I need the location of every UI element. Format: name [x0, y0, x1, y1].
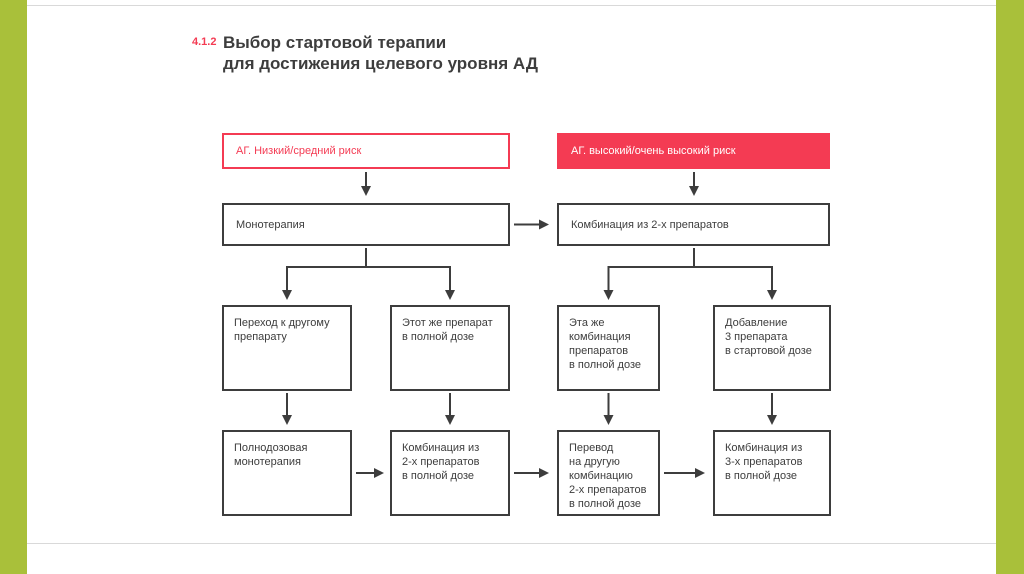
- flow-box-combo2-full: [390, 430, 510, 516]
- flow-box-switch-combo2-full-label: Перевод на другую комбинацию 2-х препаратов в полной дозе: [569, 442, 647, 510]
- slide-bottom-edge: [27, 543, 996, 544]
- section-number: 4.1.2: [192, 36, 217, 48]
- flow-box-full-dose-mono: [222, 430, 352, 516]
- flow-box-add-third: [713, 305, 831, 391]
- flow-box-add-third-label: Добавление 3 препарата в стартовой дозе: [725, 317, 812, 357]
- flow-box-risk-high: [557, 133, 830, 169]
- left-green-accent-bar: [0, 0, 27, 574]
- slide-top-edge: [27, 5, 996, 6]
- flow-box-combination2-label: Комбинация из 2-х препаратов: [571, 218, 729, 231]
- flow-box-switch-drug: [222, 305, 352, 391]
- flow-box-same-drug-full: [390, 305, 510, 391]
- flow-box-monotherapy: [222, 203, 510, 246]
- flow-box-combination2: [557, 203, 830, 246]
- flow-box-combo3-full-label: Комбинация из 3-х препаратов в полной дозе: [725, 442, 803, 482]
- flow-box-same-drug-full-label: Этот же препарат в полной дозе: [402, 317, 493, 343]
- flow-box-risk-high-label: АГ. высокий/очень высокий риск: [571, 145, 736, 157]
- flow-box-combo2-full-label: Комбинация из 2-х препаратов в полной дозе: [402, 442, 480, 482]
- flow-box-switch-combo2-full: [557, 430, 660, 516]
- flow-box-switch-drug-label: Переход к другому препарату: [234, 317, 330, 343]
- flow-box-risk-low-label: АГ. Низкий/средний риск: [236, 145, 362, 157]
- flow-box-risk-low: [222, 133, 510, 169]
- flow-box-same-combo-full: [557, 305, 660, 391]
- flow-box-full-dose-mono-label: Полнодозовая монотерапия: [234, 442, 308, 468]
- flow-box-monotherapy-label: Монотерапия: [236, 218, 305, 231]
- flow-box-same-combo-full-label: Эта же комбинация препаратов в полной дозе: [569, 317, 641, 371]
- flow-box-combo3-full: [713, 430, 831, 516]
- page-title: Выбор стартовой терапии для достижения целевого уровня АД: [223, 33, 538, 73]
- right-green-accent-bar: [996, 0, 1024, 574]
